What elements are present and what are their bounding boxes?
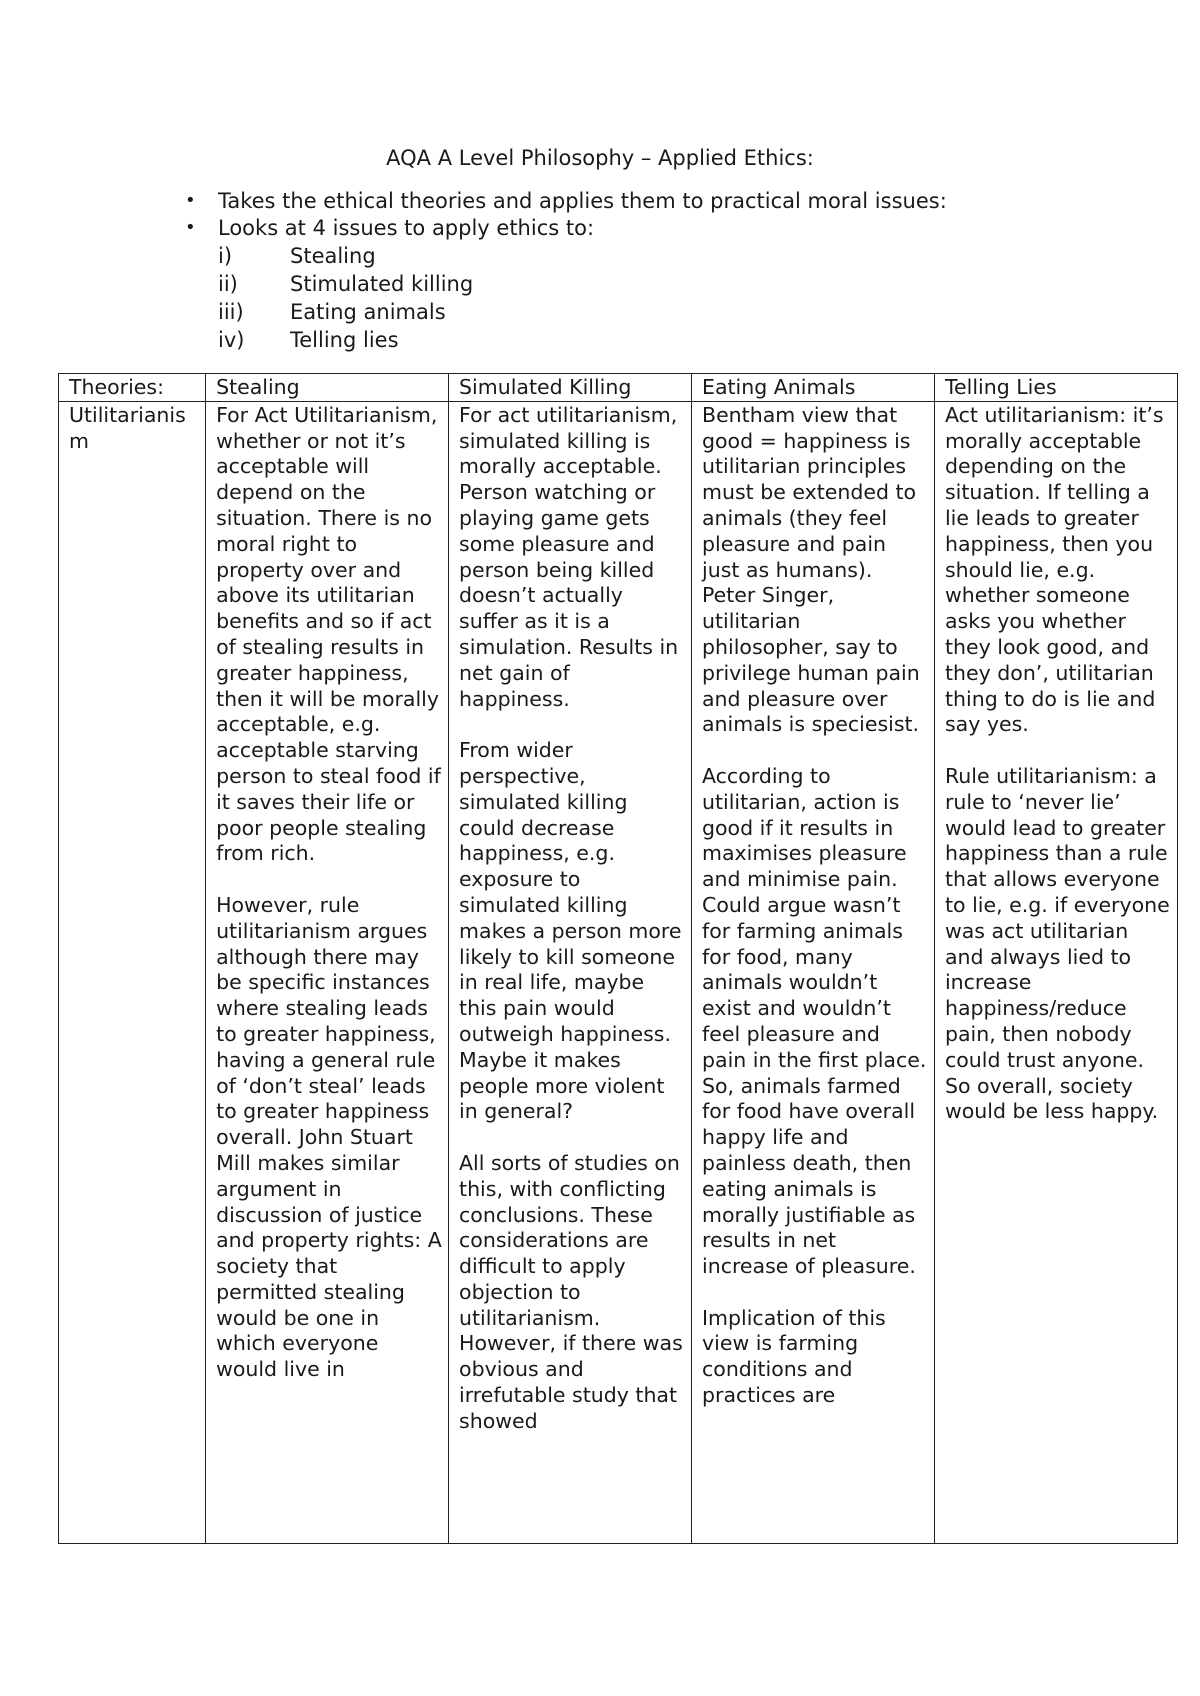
- table-row: [59, 401, 1178, 1543]
- issue-number: i): [218, 244, 233, 268]
- issue-text: Stealing: [290, 244, 376, 268]
- bullet-icon: •: [185, 217, 196, 238]
- cell-paragraph: According to utilitarian, action is good if it results in maximises pleasure and minimise pain. Could argue wasn’t for farming animals for food, many animals wouldn’t exist and wouldn’t feel pleasure and pain in the first place. So, animals farmed for food have overall happy life and painless death, then eating animals is morally justifiable as results in net increase of pleasure.: [702, 763, 927, 1279]
- bullet-item: [185, 215, 595, 241]
- cell-paragraph: All sorts of studies on this, with conflicting conclusions. These considerations are difficult to apply objection to utilitarianism. However, if there was obvious and irrefutable study that showed: [459, 1150, 683, 1433]
- bullet-item: [185, 188, 947, 214]
- issue-text: Stimulated killing: [290, 272, 474, 296]
- issue-text: Telling lies: [290, 328, 399, 352]
- cell-paragraph: Act utilitarianism: it’s morally acceptable depending on the situation. If telling a lie leads to greater happiness, then you should lie, e.g. whether someone asks you whether they look good, and they don’, utilitarian thing to do is lie and say yes.: [944, 402, 1164, 737]
- cell-paragraph: However, rule utilitarianism argues although there may be specific instances where stealing leads to greater happiness, having a general rule of ‘don’t steal’ leads to greater happiness overall. John Stuart Mill makes similar argument in discussion of justice and property rights: A society that permitted stealing would be one in which everyone would live in: [216, 892, 442, 1382]
- document-title: AQA A Level Philosophy – Applied Ethics:: [386, 146, 814, 170]
- ethics-table: [58, 373, 1178, 1544]
- stealing-cell: [206, 401, 449, 1543]
- issue-text: Eating animals: [290, 300, 446, 324]
- eating-animals-cell: [692, 401, 935, 1543]
- telling-lies-cell: [934, 401, 1177, 1543]
- theory-name: Utilitarianism: [69, 402, 186, 453]
- bullet-text: Takes the ethical theories and applies them to practical moral issues:: [218, 189, 947, 213]
- cell-paragraph: Implication of this view is farming conditions and practices are: [702, 1305, 886, 1408]
- cell-paragraph: Bentham view that good = happiness is utilitarian principles must be extended to animals (they feel pleasure and pain just as humans). Peter Singer, utilitarian philosopher, say to privilege human pain and pleasure over animals is speciesist.: [702, 402, 920, 737]
- cell-paragraph: For act utilitarianism, simulated killing is morally acceptable. Person watching or playing game gets some pleasure and person being killed doesn’t actually suffer as it is a simulation. Results in net gain of happiness.: [459, 402, 679, 711]
- cell-paragraph: For Act Utilitarianism, whether or not it’s acceptable will depend on the situation. There is no moral right to property over and above its utilitarian benefits and so if act of stealing results in greater happiness, then it will be morally acceptable, e.g. acceptable starving person to steal food if it saves their life or poor people stealing from rich.: [216, 402, 441, 866]
- issue-number: iii): [218, 300, 244, 324]
- header-telling-lies: Telling Lies: [934, 374, 1177, 402]
- header-simulated-killing: Simulated Killing: [449, 374, 692, 402]
- theory-cell: [59, 401, 206, 1543]
- table-header-row: [59, 374, 1178, 402]
- simulated-killing-cell: [449, 401, 692, 1543]
- bullet-text: Looks at 4 issues to apply ethics to:: [218, 216, 595, 240]
- cell-paragraph: From wider perspective, simulated killing could decrease happiness, e.g. exposure to simulated killing makes a person more likely to kill someone in real life, maybe this pain would outweigh happiness. Maybe it makes people more violent in general?: [459, 738, 682, 1124]
- header-eating-animals: Eating Animals: [692, 374, 935, 402]
- cell-paragraph: Rule utilitarianism: a rule to ‘never lie’ would lead to greater happiness than a rule that allows everyone to lie, e.g. if everyone was act utilitarian and always lied to increase happiness/reduce pain, then nobody could trust anyone. So overall, society would be less happy.: [944, 763, 1170, 1124]
- header-stealing: Stealing: [206, 374, 449, 402]
- header-theories: Theories:: [59, 374, 206, 402]
- issue-number: ii): [218, 272, 238, 296]
- bullet-icon: •: [185, 190, 196, 211]
- issue-number: iv): [218, 328, 245, 352]
